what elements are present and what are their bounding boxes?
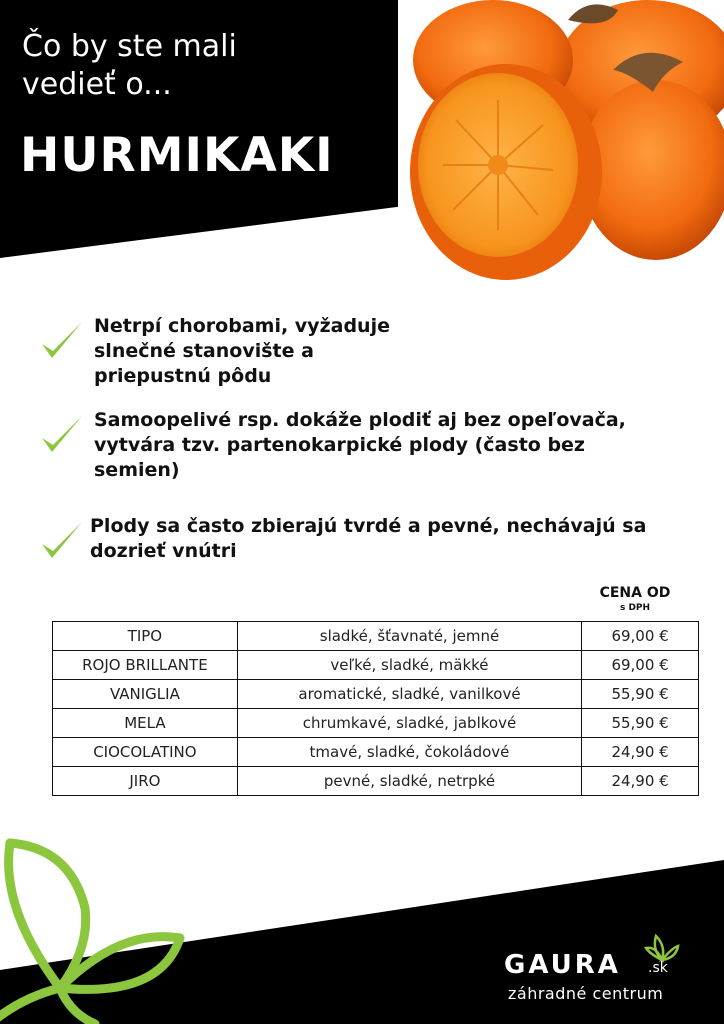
- price-column-header: [582, 584, 688, 614]
- gaura-logo: [504, 930, 704, 1010]
- intro-text: Čo by ste mali vedieť o...: [22, 29, 237, 102]
- table-row: [53, 767, 699, 796]
- logo-tld: .sk: [648, 960, 668, 976]
- bullet-text: Samoopelivé rsp. dokáže plodiť aj bez opeľovača, vytvára tzv. partenokarpické plody (často bez semien): [94, 409, 626, 481]
- price-header-title: CENA OD: [599, 585, 671, 601]
- varieties-table: [52, 621, 699, 796]
- variety-description: veľké, sladké, mäkké: [237, 651, 581, 680]
- table-row: [53, 680, 699, 709]
- variety-price: 55,90 €: [582, 709, 699, 738]
- variety-price: 69,00 €: [582, 651, 699, 680]
- variety-description: pevné, sladké, netrpké: [237, 767, 581, 796]
- checkmark-icon: [38, 412, 84, 458]
- variety-description: tmavé, sladké, čokoládové: [237, 738, 581, 767]
- variety-name: MELA: [53, 709, 238, 738]
- leaf-decoration-icon: [0, 838, 200, 1024]
- table-row: [53, 651, 699, 680]
- variety-price: 69,00 €: [582, 622, 699, 651]
- logo-tagline: záhradné centrum: [508, 984, 664, 1003]
- variety-description: aromatické, sladké, vanilkové: [237, 680, 581, 709]
- variety-price: 55,90 €: [582, 680, 699, 709]
- variety-name: ROJO BRILLANTE: [53, 651, 238, 680]
- variety-description: sladké, šťavnaté, jemné: [237, 622, 581, 651]
- checkmark-icon: [38, 318, 84, 364]
- variety-name: JIRO: [53, 767, 238, 796]
- variety-name: CIOCOLATINO: [53, 738, 238, 767]
- table-row: [53, 709, 699, 738]
- table-row: [53, 622, 699, 651]
- bullet-text: Plody sa často zbierajú tvrdé a pevné, nechávajú sa dozrieť vnútri: [90, 515, 647, 562]
- variety-price: 24,90 €: [582, 738, 699, 767]
- price-header-subtitle: s DPH: [619, 603, 651, 613]
- logo-name: GAURA: [504, 950, 621, 980]
- checkmark-icon: [38, 518, 84, 564]
- variety-name: VANIGLIA: [53, 680, 238, 709]
- variety-price: 24,90 €: [582, 767, 699, 796]
- variety-name: TIPO: [53, 622, 238, 651]
- persimmon-image: [398, 0, 724, 300]
- variety-description: chrumkavé, sladké, jablkové: [237, 709, 581, 738]
- table-row: [53, 738, 699, 767]
- bullet-text: Netrpí chorobami, vyžaduje slnečné stanovište a priepustnú pôdu: [94, 315, 390, 387]
- page-title: HURMIKAKI: [20, 128, 334, 183]
